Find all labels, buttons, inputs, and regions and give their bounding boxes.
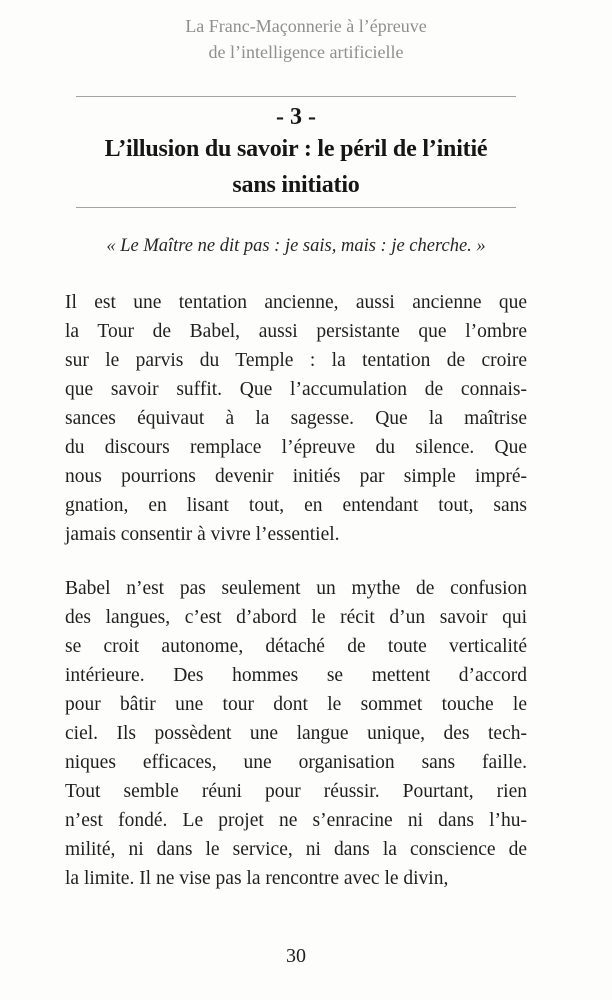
text-line: Babel n’est pas seulement un mythe de confusion: [65, 578, 527, 599]
text-line: sur le parvis du Temple : la tentation de croire: [65, 350, 527, 371]
epigraph: « Le Maître ne dit pas : je sais, mais : je cherche. »: [106, 236, 486, 256]
chapter-title: [65, 131, 527, 203]
text-line: ciel. Ils possèdent une langue unique, des tech-: [65, 723, 527, 744]
divider-bottom: [76, 207, 516, 208]
text-line: sances équivaut à la sagesse. Que la maîtrise: [65, 408, 527, 429]
chapter-title-line-2: sans initiatio: [232, 172, 360, 198]
text-line: niques efficaces, une organisation sans faille.: [65, 752, 527, 773]
paragraph: [65, 574, 527, 893]
text-line: la limite. Il ne vise pas la rencontre avec le divin,: [65, 868, 449, 889]
running-header-line-1: La Franc-Maçonnerie à l’épreuve: [185, 16, 427, 36]
running-header: [0, 0, 612, 65]
page-number: 30: [286, 945, 306, 967]
text-line: des langues, c’est d’abord le récit d’un savoir qui: [65, 607, 527, 628]
text-line: milité, ni dans le service, ni dans la conscience de: [65, 839, 527, 860]
text-line: gnation, en lisant tout, en entendant tout, sans: [65, 495, 527, 516]
text-line: n’est fondé. Le projet ne s’enracine ni dans l’hu-: [65, 810, 527, 831]
running-header-line-2: de l’intelligence artificielle: [208, 42, 404, 62]
text-line: Tout semble réuni pour réussir. Pourtant, rien: [65, 781, 527, 802]
text-line: Il est une tentation ancienne, aussi ancienne que: [65, 292, 527, 313]
text-line: intérieure. Des hommes se mettent d’accord: [65, 665, 527, 686]
text-line: la Tour de Babel, aussi persistante que l’ombre: [65, 321, 527, 342]
text-line: jamais consentir à vivre l’essentiel.: [65, 524, 340, 545]
text-line: se croit autonome, détaché de toute verticalité: [65, 636, 527, 657]
chapter-number: - 3 -: [276, 104, 316, 130]
text-line: que savoir suffit. Que l’accumulation de connais-: [65, 379, 527, 400]
text-line: du discours remplace l’épreuve du silence. Que: [65, 437, 527, 458]
text-line: nous pourrions devenir initiés par simple impré-: [65, 466, 527, 487]
divider-top: [76, 96, 516, 97]
text-line: pour bâtir une tour dont le sommet touche le: [65, 694, 527, 715]
body-text: [65, 288, 527, 893]
paragraph: [65, 288, 527, 549]
chapter-title-line-1: L’illusion du savoir : le péril de l’initié: [104, 136, 488, 162]
